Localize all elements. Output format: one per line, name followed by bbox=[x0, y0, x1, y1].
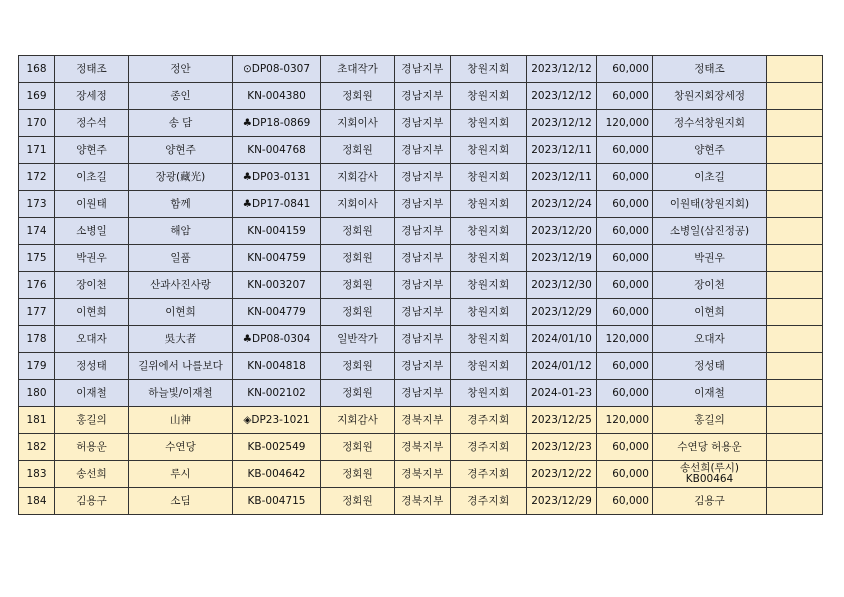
row-number-cell: 178 bbox=[19, 326, 55, 353]
branch-cell: 경북지부 bbox=[395, 488, 451, 515]
branch-cell: 경남지부 bbox=[395, 353, 451, 380]
pen-name-cell: 정안 bbox=[129, 56, 233, 83]
row-number-cell: 182 bbox=[19, 434, 55, 461]
member-name-cell: 소병일 bbox=[55, 218, 129, 245]
pen-name-cell: 양현주 bbox=[129, 137, 233, 164]
payment-date-cell: 2023/12/22 bbox=[527, 461, 597, 488]
depositor-name-cell: 정태조 bbox=[653, 56, 767, 83]
branch-cell: 경남지부 bbox=[395, 83, 451, 110]
chapter-cell: 창원지회 bbox=[451, 326, 527, 353]
member-id-cell: KN-002102 bbox=[233, 380, 321, 407]
payment-date-cell: 2023/12/25 bbox=[527, 407, 597, 434]
member-grade-cell: 지회감사 bbox=[321, 407, 395, 434]
payment-date-cell: 2023/12/12 bbox=[527, 83, 597, 110]
table-body bbox=[19, 56, 823, 515]
blank-cell bbox=[767, 83, 823, 110]
table-row bbox=[19, 326, 823, 353]
blank-cell bbox=[767, 461, 823, 488]
fee-amount-cell: 60,000 bbox=[597, 137, 653, 164]
row-number-cell: 179 bbox=[19, 353, 55, 380]
row-number-cell: 173 bbox=[19, 191, 55, 218]
member-id-cell: ◈DP23-1021 bbox=[233, 407, 321, 434]
branch-cell: 경북지부 bbox=[395, 461, 451, 488]
member-grade-cell: 정회원 bbox=[321, 83, 395, 110]
table-row bbox=[19, 461, 823, 488]
payment-date-cell: 2023/12/12 bbox=[527, 110, 597, 137]
depositor-name-cell: 장이천 bbox=[653, 272, 767, 299]
payment-date-cell: 2023/12/29 bbox=[527, 299, 597, 326]
payment-date-cell: 2023/12/23 bbox=[527, 434, 597, 461]
chapter-cell: 창원지회 bbox=[451, 110, 527, 137]
blank-cell bbox=[767, 218, 823, 245]
chapter-cell: 창원지회 bbox=[451, 83, 527, 110]
member-grade-cell: 일반작가 bbox=[321, 326, 395, 353]
pen-name-cell: 송 담 bbox=[129, 110, 233, 137]
member-id-cell: KN-003207 bbox=[233, 272, 321, 299]
member-id-cell: KN-004818 bbox=[233, 353, 321, 380]
member-grade-cell: 정회원 bbox=[321, 299, 395, 326]
payment-date-cell: 2023/12/19 bbox=[527, 245, 597, 272]
member-grade-cell: 정회원 bbox=[321, 461, 395, 488]
payment-date-cell: 2023/12/11 bbox=[527, 164, 597, 191]
branch-cell: 경남지부 bbox=[395, 326, 451, 353]
pen-name-cell: 산과사진사랑 bbox=[129, 272, 233, 299]
payment-date-cell: 2024-01-23 bbox=[527, 380, 597, 407]
depositor-name-cell: 이초길 bbox=[653, 164, 767, 191]
member-grade-cell: 정회원 bbox=[321, 488, 395, 515]
member-grade-cell: 정회원 bbox=[321, 137, 395, 164]
blank-cell bbox=[767, 353, 823, 380]
pen-name-cell: 해암 bbox=[129, 218, 233, 245]
branch-cell: 경북지부 bbox=[395, 407, 451, 434]
chapter-cell: 경주지회 bbox=[451, 434, 527, 461]
member-name-cell: 김용구 bbox=[55, 488, 129, 515]
pen-name-cell: 이현희 bbox=[129, 299, 233, 326]
payment-date-cell: 2023/12/12 bbox=[527, 56, 597, 83]
blank-cell bbox=[767, 488, 823, 515]
pen-name-cell: 吳大者 bbox=[129, 326, 233, 353]
member-grade-cell: 정회원 bbox=[321, 353, 395, 380]
pen-name-cell: 함께 bbox=[129, 191, 233, 218]
table-row bbox=[19, 434, 823, 461]
chapter-cell: 경주지회 bbox=[451, 488, 527, 515]
chapter-cell: 경주지회 bbox=[451, 407, 527, 434]
branch-cell: 경남지부 bbox=[395, 191, 451, 218]
blank-cell bbox=[767, 380, 823, 407]
fee-amount-cell: 120,000 bbox=[597, 110, 653, 137]
depositor-name-cell: 양현주 bbox=[653, 137, 767, 164]
member-name-cell: 이재철 bbox=[55, 380, 129, 407]
row-number-cell: 183 bbox=[19, 461, 55, 488]
fee-amount-cell: 60,000 bbox=[597, 488, 653, 515]
branch-cell: 경남지부 bbox=[395, 245, 451, 272]
branch-cell: 경남지부 bbox=[395, 218, 451, 245]
member-name-cell: 장이천 bbox=[55, 272, 129, 299]
member-id-cell: KN-004768 bbox=[233, 137, 321, 164]
blank-cell bbox=[767, 245, 823, 272]
member-id-cell: ♣DP08-0304 bbox=[233, 326, 321, 353]
depositor-name-cell: 이현희 bbox=[653, 299, 767, 326]
payment-date-cell: 2023/12/29 bbox=[527, 488, 597, 515]
payment-date-cell: 2023/12/11 bbox=[527, 137, 597, 164]
member-name-cell: 허용운 bbox=[55, 434, 129, 461]
depositor-name-cell: 소병일(삼진정공) bbox=[653, 218, 767, 245]
member-grade-cell: 정회원 bbox=[321, 245, 395, 272]
row-number-cell: 181 bbox=[19, 407, 55, 434]
member-id-cell: KN-004380 bbox=[233, 83, 321, 110]
chapter-cell: 창원지회 bbox=[451, 218, 527, 245]
member-name-cell: 정수석 bbox=[55, 110, 129, 137]
member-name-cell: 장세정 bbox=[55, 83, 129, 110]
pen-name-cell: 장광(藏光) bbox=[129, 164, 233, 191]
member-name-cell: 이현희 bbox=[55, 299, 129, 326]
fee-amount-cell: 60,000 bbox=[597, 191, 653, 218]
member-grade-cell: 정회원 bbox=[321, 272, 395, 299]
member-name-cell: 오대자 bbox=[55, 326, 129, 353]
member-name-cell: 정성태 bbox=[55, 353, 129, 380]
blank-cell bbox=[767, 164, 823, 191]
branch-cell: 경남지부 bbox=[395, 110, 451, 137]
member-name-cell: 양현주 bbox=[55, 137, 129, 164]
chapter-cell: 창원지회 bbox=[451, 245, 527, 272]
row-number-cell: 169 bbox=[19, 83, 55, 110]
chapter-cell: 경주지회 bbox=[451, 461, 527, 488]
blank-cell bbox=[767, 407, 823, 434]
fee-amount-cell: 60,000 bbox=[597, 434, 653, 461]
member-id-cell: KN-004159 bbox=[233, 218, 321, 245]
row-number-cell: 176 bbox=[19, 272, 55, 299]
member-grade-cell: 지회이사 bbox=[321, 191, 395, 218]
row-number-cell: 184 bbox=[19, 488, 55, 515]
payment-date-cell: 2023/12/20 bbox=[527, 218, 597, 245]
row-number-cell: 168 bbox=[19, 56, 55, 83]
payment-date-cell: 2023/12/24 bbox=[527, 191, 597, 218]
pen-name-cell: 수연당 bbox=[129, 434, 233, 461]
fee-amount-cell: 120,000 bbox=[597, 407, 653, 434]
chapter-cell: 창원지회 bbox=[451, 380, 527, 407]
pen-name-cell: 하늘빛/이재철 bbox=[129, 380, 233, 407]
blank-cell bbox=[767, 191, 823, 218]
blank-cell bbox=[767, 299, 823, 326]
table-row bbox=[19, 137, 823, 164]
blank-cell bbox=[767, 272, 823, 299]
table-row bbox=[19, 380, 823, 407]
depositor-name-cell: 수연당 허용운 bbox=[653, 434, 767, 461]
depositor-name-cell: 정수석창원지회 bbox=[653, 110, 767, 137]
fee-amount-cell: 60,000 bbox=[597, 56, 653, 83]
depositor-name-cell: 이원태(창원지회) bbox=[653, 191, 767, 218]
payment-date-cell: 2024/01/10 bbox=[527, 326, 597, 353]
row-number-cell: 171 bbox=[19, 137, 55, 164]
table-row bbox=[19, 245, 823, 272]
table-row bbox=[19, 56, 823, 83]
member-id-cell: KB-002549 bbox=[233, 434, 321, 461]
member-name-cell: 송선희 bbox=[55, 461, 129, 488]
chapter-cell: 창원지회 bbox=[451, 299, 527, 326]
chapter-cell: 창원지회 bbox=[451, 272, 527, 299]
pen-name-cell: 루시 bbox=[129, 461, 233, 488]
chapter-cell: 창원지회 bbox=[451, 353, 527, 380]
member-grade-cell: 지회이사 bbox=[321, 110, 395, 137]
member-name-cell: 정태조 bbox=[55, 56, 129, 83]
pen-name-cell: 길위에서 나를보다 bbox=[129, 353, 233, 380]
payment-date-cell: 2023/12/30 bbox=[527, 272, 597, 299]
branch-cell: 경남지부 bbox=[395, 299, 451, 326]
table-row bbox=[19, 218, 823, 245]
member-grade-cell: 지회감사 bbox=[321, 164, 395, 191]
pen-name-cell: 종인 bbox=[129, 83, 233, 110]
row-number-cell: 170 bbox=[19, 110, 55, 137]
member-grade-cell: 정회원 bbox=[321, 380, 395, 407]
chapter-cell: 창원지회 bbox=[451, 191, 527, 218]
member-id-cell: KB-004642 bbox=[233, 461, 321, 488]
fee-amount-cell: 60,000 bbox=[597, 245, 653, 272]
fee-amount-cell: 60,000 bbox=[597, 353, 653, 380]
payment-date-cell: 2024/01/12 bbox=[527, 353, 597, 380]
table-row bbox=[19, 299, 823, 326]
row-number-cell: 172 bbox=[19, 164, 55, 191]
depositor-name-cell: 홍길의 bbox=[653, 407, 767, 434]
table-row bbox=[19, 164, 823, 191]
depositor-name-cell: 정성태 bbox=[653, 353, 767, 380]
depositor-name-cell: 박권우 bbox=[653, 245, 767, 272]
blank-cell bbox=[767, 137, 823, 164]
blank-cell bbox=[767, 326, 823, 353]
branch-cell: 경남지부 bbox=[395, 272, 451, 299]
row-number-cell: 180 bbox=[19, 380, 55, 407]
member-grade-cell: 정회원 bbox=[321, 218, 395, 245]
member-id-cell: ♣DP18-0869 bbox=[233, 110, 321, 137]
fee-amount-cell: 60,000 bbox=[597, 218, 653, 245]
table-row bbox=[19, 191, 823, 218]
branch-cell: 경남지부 bbox=[395, 56, 451, 83]
depositor-name-cell: 오대자 bbox=[653, 326, 767, 353]
table-row bbox=[19, 407, 823, 434]
fee-amount-cell: 60,000 bbox=[597, 83, 653, 110]
fee-amount-cell: 60,000 bbox=[597, 164, 653, 191]
pen-name-cell: 일품 bbox=[129, 245, 233, 272]
member-id-cell: ♣DP17-0841 bbox=[233, 191, 321, 218]
fee-amount-cell: 60,000 bbox=[597, 380, 653, 407]
table-row bbox=[19, 83, 823, 110]
member-id-cell: KN-004759 bbox=[233, 245, 321, 272]
blank-cell bbox=[767, 434, 823, 461]
row-number-cell: 175 bbox=[19, 245, 55, 272]
depositor-name-cell: 이재철 bbox=[653, 380, 767, 407]
depositor-name-cell: 창원지회장세정 bbox=[653, 83, 767, 110]
table-row bbox=[19, 353, 823, 380]
member-id-cell: KB-004715 bbox=[233, 488, 321, 515]
member-id-cell: KN-004779 bbox=[233, 299, 321, 326]
pen-name-cell: 소딤 bbox=[129, 488, 233, 515]
pen-name-cell: 山神 bbox=[129, 407, 233, 434]
member-name-cell: 이원태 bbox=[55, 191, 129, 218]
row-number-cell: 174 bbox=[19, 218, 55, 245]
member-name-cell: 이초길 bbox=[55, 164, 129, 191]
fee-amount-cell: 60,000 bbox=[597, 299, 653, 326]
row-number-cell: 177 bbox=[19, 299, 55, 326]
chapter-cell: 창원지회 bbox=[451, 56, 527, 83]
table-row bbox=[19, 488, 823, 515]
fee-amount-cell: 120,000 bbox=[597, 326, 653, 353]
chapter-cell: 창원지회 bbox=[451, 137, 527, 164]
branch-cell: 경남지부 bbox=[395, 164, 451, 191]
member-grade-cell: 정회원 bbox=[321, 434, 395, 461]
table-row bbox=[19, 110, 823, 137]
member-name-cell: 홍길의 bbox=[55, 407, 129, 434]
member-id-cell: ♣DP03-0131 bbox=[233, 164, 321, 191]
table-row bbox=[19, 272, 823, 299]
branch-cell: 경남지부 bbox=[395, 380, 451, 407]
depositor-name-cell: 송선희(루시) KB00464 bbox=[653, 461, 767, 488]
member-id-cell: ⊙DP08-0307 bbox=[233, 56, 321, 83]
blank-cell bbox=[767, 110, 823, 137]
branch-cell: 경북지부 bbox=[395, 434, 451, 461]
fee-amount-cell: 60,000 bbox=[597, 461, 653, 488]
depositor-name-cell: 김용구 bbox=[653, 488, 767, 515]
chapter-cell: 창원지회 bbox=[451, 164, 527, 191]
fee-amount-cell: 60,000 bbox=[597, 272, 653, 299]
member-name-cell: 박권우 bbox=[55, 245, 129, 272]
member-grade-cell: 초대작가 bbox=[321, 56, 395, 83]
membership-fee-table bbox=[18, 55, 823, 515]
blank-cell bbox=[767, 56, 823, 83]
branch-cell: 경남지부 bbox=[395, 137, 451, 164]
